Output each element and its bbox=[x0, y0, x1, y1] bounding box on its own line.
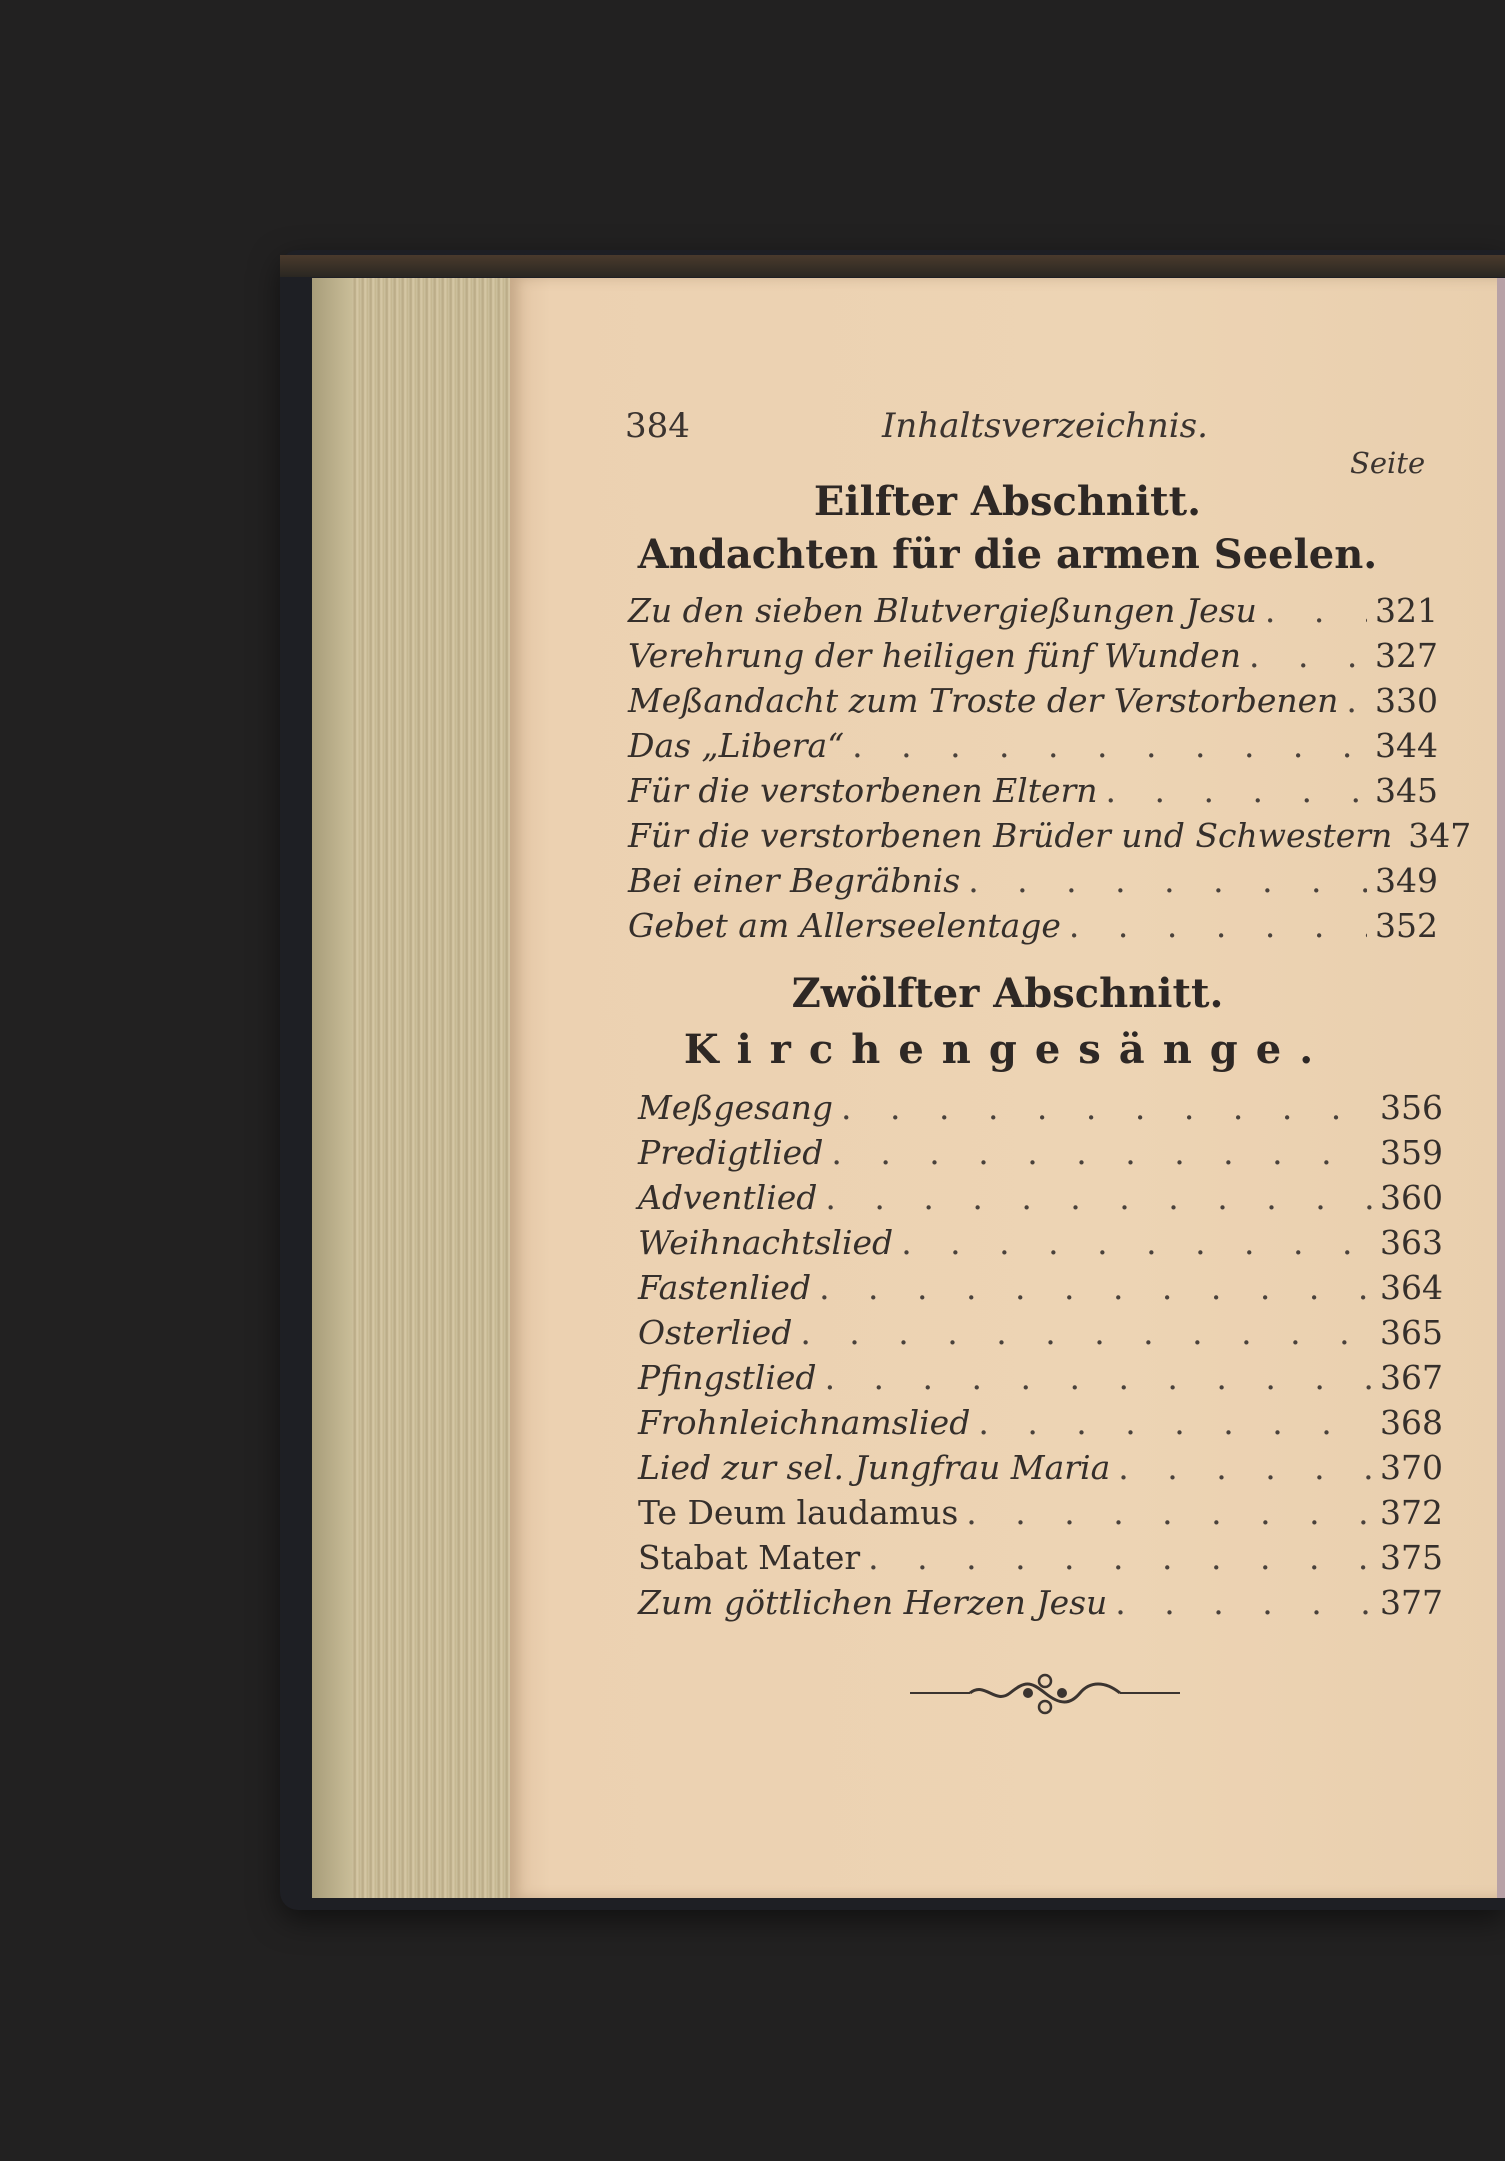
toc-entry bbox=[628, 588, 1438, 633]
toc-entry-title: Für die verstorbenen Eltern bbox=[628, 771, 1098, 810]
toc-entry bbox=[628, 678, 1438, 723]
toc-entry-page: 349 bbox=[1375, 861, 1438, 900]
toc-entry-title: Weihnachtslied bbox=[638, 1223, 894, 1262]
toc-entry-page: 360 bbox=[1380, 1178, 1443, 1217]
toc-entry-title: Frohnleichnamslied bbox=[638, 1403, 971, 1442]
toc-entry-title: Bei einer Begräbnis bbox=[628, 861, 961, 900]
toc-entry bbox=[628, 813, 1472, 858]
toc-entry-page: 321 bbox=[1375, 591, 1438, 630]
toc-entry-page: 345 bbox=[1375, 771, 1438, 810]
toc-entry-title: Lied zur sel. Jungfrau Maria bbox=[638, 1448, 1111, 1487]
toc-entry-page: 370 bbox=[1380, 1448, 1443, 1487]
toc-entry bbox=[638, 1310, 1443, 1355]
dot-leader bbox=[978, 1400, 1372, 1445]
toc-entry bbox=[628, 633, 1438, 678]
toc-entry-page: 347 bbox=[1408, 816, 1472, 855]
toc-entry-title: Adventlied bbox=[638, 1178, 818, 1217]
toc-entry-title: Meßandacht zum Troste der Verstorbenen bbox=[628, 681, 1339, 720]
section-12-heading: Zwölfter Abschnitt. bbox=[791, 970, 1224, 1017]
toc-entry-page: 344 bbox=[1375, 726, 1438, 765]
toc-entry-title: Te Deum laudamus bbox=[638, 1493, 959, 1532]
toc-entry bbox=[628, 768, 1438, 813]
toc-entry-page: 368 bbox=[1380, 1403, 1443, 1442]
toc-entry-title: Zum göttlichen Herzen Jesu bbox=[638, 1583, 1108, 1622]
dot-leader bbox=[966, 1490, 1372, 1535]
section-11-entries bbox=[628, 588, 1472, 948]
dot-leader bbox=[825, 1175, 1372, 1220]
section-12-subheading: Kirchengesänge. bbox=[683, 1026, 1332, 1073]
dot-leader bbox=[825, 1355, 1372, 1400]
dot-leader bbox=[968, 858, 1367, 903]
toc-entry-title: Für die verstorbenen Brüder und Schwestern bbox=[628, 816, 1393, 855]
toc-entry-page: 352 bbox=[1375, 906, 1438, 945]
toc-entry bbox=[638, 1490, 1443, 1535]
toc-entry-title: Meßgesang bbox=[638, 1088, 834, 1127]
toc-entry-page: 363 bbox=[1380, 1223, 1443, 1262]
toc-entry-title: Fastenlied bbox=[638, 1268, 812, 1307]
section-12-entries bbox=[638, 1085, 1443, 1625]
toc-entry-page: 375 bbox=[1380, 1538, 1443, 1577]
dot-leader bbox=[1106, 768, 1367, 813]
toc-entry bbox=[638, 1220, 1443, 1265]
toc-entry-page: 377 bbox=[1380, 1583, 1443, 1622]
dot-leader bbox=[1265, 588, 1367, 633]
toc-entry-page: 364 bbox=[1380, 1268, 1443, 1307]
dot-leader bbox=[800, 1310, 1372, 1355]
dot-leader bbox=[1346, 678, 1367, 723]
toc-entry-page: 367 bbox=[1380, 1358, 1443, 1397]
toc-entry bbox=[638, 1085, 1443, 1130]
toc-entry bbox=[638, 1130, 1443, 1175]
toc-entry bbox=[638, 1580, 1443, 1625]
toc-entry-title: Pfingstlied bbox=[638, 1358, 817, 1397]
toc-entry bbox=[628, 858, 1438, 903]
toc-entry-title: Gebet am Allerseelentage bbox=[628, 906, 1061, 945]
toc-entry-title: Das „Libera“ bbox=[628, 726, 845, 765]
dot-leader bbox=[841, 1085, 1372, 1130]
toc-entry-page: 365 bbox=[1380, 1313, 1443, 1352]
decorative-ornament-icon bbox=[910, 1663, 1180, 1723]
toc-entry bbox=[638, 1535, 1443, 1580]
toc-entry-page: 330 bbox=[1375, 681, 1438, 720]
toc-entry-title: Stabat Mater bbox=[638, 1538, 861, 1577]
toc-entry-title: Zu den sieben Blutvergießungen Jesu bbox=[628, 591, 1257, 630]
section-11-subheading: Andachten für die armen Seelen. bbox=[637, 531, 1378, 578]
dot-leader bbox=[868, 1535, 1372, 1580]
dot-leader bbox=[1069, 903, 1367, 948]
cover-top-edge bbox=[280, 255, 1505, 277]
dot-leader bbox=[852, 723, 1367, 768]
toc-entry-title: Osterlied bbox=[638, 1313, 793, 1352]
dot-leader bbox=[831, 1130, 1372, 1175]
toc-entry-title: Verehrung der heiligen fünf Wunden bbox=[628, 636, 1241, 675]
toc-entry bbox=[638, 1175, 1443, 1220]
toc-entry-title: Predigtlied bbox=[638, 1133, 824, 1172]
dot-leader bbox=[1118, 1445, 1372, 1490]
section-11-heading: Eilfter Abschnitt. bbox=[813, 478, 1202, 525]
toc-entry bbox=[638, 1265, 1443, 1310]
toc-entry bbox=[638, 1445, 1443, 1490]
book-page bbox=[510, 278, 1505, 1898]
toc-entry bbox=[628, 723, 1438, 768]
page-number: 384 bbox=[625, 406, 690, 446]
toc-entry bbox=[638, 1355, 1443, 1400]
toc-entry-page: 372 bbox=[1380, 1493, 1443, 1532]
dot-leader bbox=[819, 1265, 1372, 1310]
toc-entry bbox=[628, 903, 1438, 948]
page-column-label: Seite bbox=[1350, 446, 1426, 480]
running-title: Inhaltsverzeichnis. bbox=[882, 406, 1208, 446]
toc-entry-page: 359 bbox=[1380, 1133, 1443, 1172]
toc-entry bbox=[638, 1400, 1443, 1445]
dot-leader bbox=[1249, 633, 1367, 678]
page-block-edge bbox=[312, 278, 520, 1898]
dot-leader bbox=[901, 1220, 1372, 1265]
dot-leader bbox=[1115, 1580, 1372, 1625]
toc-entry-page: 356 bbox=[1380, 1088, 1443, 1127]
toc-entry-page: 327 bbox=[1375, 636, 1438, 675]
